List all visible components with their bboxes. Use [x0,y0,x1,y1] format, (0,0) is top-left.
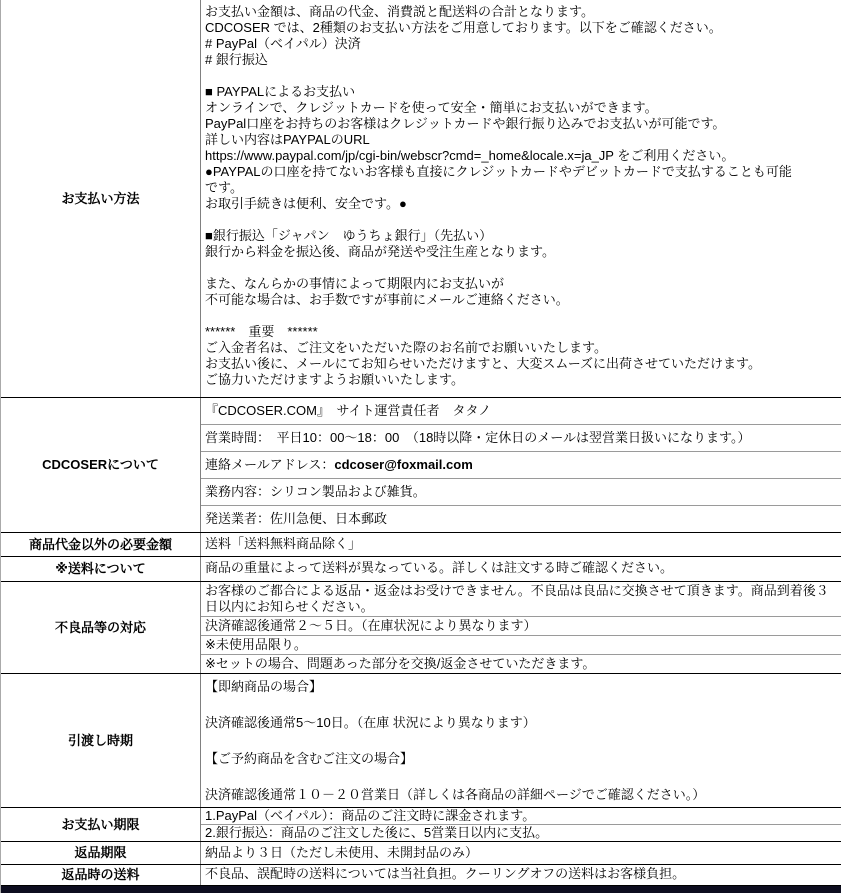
paypal-url-text: https://www.paypal.com/jp/cgi-bin/webscr?cmd=_home&locale.x=ja_JP をご利用ください。 [205,148,735,163]
row-header-payment-deadline: お支払い期限 [1,808,201,841]
row-extra-fees [1,532,841,556]
blank-line [201,696,841,714]
row-payment-deadline [1,807,841,841]
text-line: ご協力いただけますようお願いいたします。 [205,372,464,387]
text-line: ■銀行振込「ジャパン ゆうちょ銀行」（先払い） [205,228,493,243]
text-line: # 銀行振込 [205,52,268,67]
text-line: # PayPal（ベイパル）決済 [205,36,361,51]
blank-line [201,260,841,276]
business-hours-row: 営業時間： 平日10：00～18：00 （18時以降・定休日のメールは翌営業日扱いになります。） [201,425,841,452]
table-bottom-divider [1,885,841,893]
text-line: また、なんらかの事情によって期限内にお支払いが [205,276,505,291]
row-header-delivery-time: 引渡し時期 [1,674,201,807]
row-content-payment-method [201,0,841,397]
site-manager-row: 『CDCOSER.COM』 サイト運営責任者 タタノ [201,398,841,425]
text-line: オンラインで、クレジットカードを使って安全・簡単にお支払いができます。 [205,100,658,115]
text-line: 銀行から料金を振込後、商品が発送や受注生産となります。 [205,244,555,259]
blank-line [201,768,841,786]
row-header-extra-fees: 商品代金以外の必要金額 [1,533,201,556]
text-line: ●PAYPALの口座を持てないお客様も直接にクレジットカードやデビットカードで支払することも可能 [205,164,792,179]
blank-line [201,212,841,228]
contact-email-address: cdcoser@foxmail.com [334,457,473,472]
text-line: お支払い後に、メールにてお知らせいただけますと、大変スムーズに出荷させていただけます。 [205,356,762,371]
row-header-shipping-fee: ※送料について [1,557,201,581]
defects-set-exchange-text: ※セットの場合、問題あった部分を交換/返金させていただきます。 [205,656,596,671]
defects-unused-only-text: ※未使用品限り。 [201,636,841,655]
text-line: 【即納商品の場合】 [205,679,323,694]
row-content-shipping-fee [201,557,841,581]
row-content-return-deadline [201,842,841,864]
text-line: お支払い金額は、商品の代金、消費説と配送料の合計となります。 [205,4,594,19]
row-about-cdcoser [1,397,841,532]
row-return-deadline [1,841,841,864]
row-content-return-shipping [201,865,841,885]
deadline-paypal-text: 1.PayPal（ベイパル）：商品のご注文時に課金されます。 [201,808,841,825]
row-header-defective-items: 不良品等の対応 [1,582,201,673]
text-line: ご入金者名は、ご注文をいただいた際のお名前でお願いいたします。 [205,340,607,355]
text-line: お取引手続きは便利、安全です。● [205,196,407,211]
text-line: PayPal口座をお持ちのお客様はクレジットカードや銀行振り込みでお支払いが可能です。 [205,116,726,131]
defects-policy-text: お客様のご都合による返品・返金はお受けできません。不良品は良品に交換させて頂きます。商品到着後３日以内にお知らせください。 [201,582,841,617]
text-line: CDCOSER では、2種類のお支払い方法をご用意しております。以下をご確認ください。 [205,20,722,35]
row-delivery-time [1,673,841,807]
row-header-return-deadline: 返品期限 [1,842,201,864]
row-content-defective-items [201,582,841,673]
row-header-return-shipping: 返品時の送料 [1,865,201,885]
text-line: 詳しい内容はPAYPALのURL [205,132,370,147]
row-content-delivery-time [201,674,841,807]
row-shipping-fee [1,556,841,581]
extra-fees-text: 送料「送料無料商品除く」 [205,536,362,551]
shipping-carrier-row: 発送業者：佐川急便、日本郵政 [205,511,388,526]
deadline-bank-text: 2.銀行振込：商品のご注文した後に、5営業日以内に支払。 [205,825,549,840]
row-header-about-cdcoser: CDCOSERについて [1,398,201,532]
text-line: 決済確認後通常１０－２０営業日（詳しくは各商品の詳細ページでご確認ください。） [205,787,706,802]
row-content-about-cdcoser [201,398,841,532]
row-return-shipping [1,864,841,885]
contact-email-row [201,452,841,479]
shipping-fee-text: 商品の重量によって送料が異なっている。詳しくは註文する時ご確認ください。 [205,560,674,575]
defects-timing-text: 決済確認後通常２～５日。（在庫状況により異なります） [201,617,841,636]
blank-line [201,308,841,324]
text-line: です。 [205,180,243,195]
row-defective-items [1,581,841,673]
text-line: ■ PAYPALによるお支払い [205,84,356,99]
text-line: 決済確認後通常5～10日。（在庫 状況により異なります） [205,715,536,730]
blank-line [201,68,841,84]
row-content-extra-fees [201,533,841,556]
return-deadline-text: 納品より３日（ただし未使用、未開封品のみ） [205,845,479,860]
important-notice-heading: ****** 重要 ****** [205,324,318,339]
text-line: 不可能な場合は、お手数ですが事前にメールご連絡ください。 [205,292,569,307]
row-content-payment-deadline [201,808,841,841]
business-content-row: 業務内容：シリコン製品および雑貨。 [201,479,841,506]
blank-line [201,732,841,750]
return-shipping-text: 不良品、誤配時の送料については当社負担。クーリングオフの送料はお客様負担。 [205,866,686,881]
contact-email-label: 連絡メールアドレス： [205,457,335,472]
row-payment-method [1,0,841,397]
row-header-payment-method: お支払い方法 [1,0,201,397]
text-line: 【ご予約商品を含むご注文の場合】 [205,751,414,766]
